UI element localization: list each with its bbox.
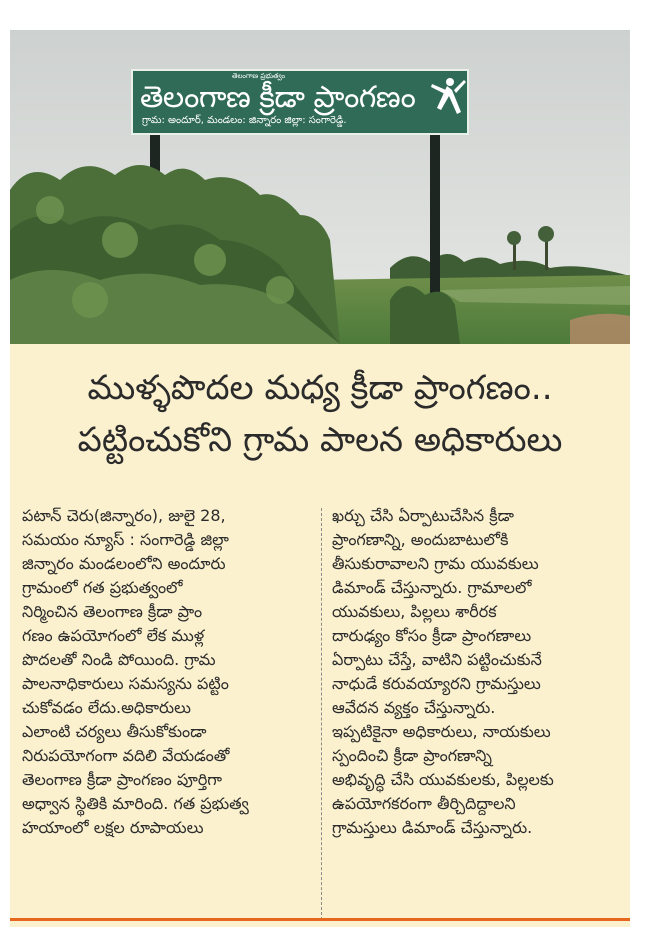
article-line: తెలంగాణ క్రీడా ప్రాంగణం పూర్తిగా xyxy=(22,770,223,789)
article-line: పటాన్ చెరు(జిన్నారం), జులై 28, xyxy=(22,506,226,525)
article-line: నిర్మించిన తెలంగాణ క్రీడా ప్రాం xyxy=(22,602,203,621)
article-line: నిరుపయోగంగా వదిలి వేయడంతో xyxy=(22,746,230,765)
article-line: ఆవేదన వ్యక్తం చేస్తున్నారు. xyxy=(332,698,496,717)
article-line: అభివృద్ధి చేసి యువకులకు, పిల్లలకు xyxy=(332,770,554,789)
article-line: ఏర్పాటు చేస్తే, వాటిని పట్టించుకునే xyxy=(332,650,542,669)
article-line: పాలనాధికారులు సమస్యను పట్టిం xyxy=(22,674,229,693)
article-left-column xyxy=(22,504,314,840)
news-photo xyxy=(10,30,630,344)
article-line: గణం ఉపయోగంలో లేక ముళ్ల xyxy=(22,626,205,645)
article-line: ఎలాంటి చర్యలు తీసుకోకుండా xyxy=(22,722,207,741)
article-line: డిమాండ్ చేస్తున్నారు. గ్రామాలలో xyxy=(332,578,532,597)
article-line: గ్రామంలో గత ప్రభుత్వంలో xyxy=(22,578,183,597)
article-line: ప్రాంగణాన్ని, అందుబాటులోకి xyxy=(332,530,509,549)
article-line: ఇప్పటికైనా అధికారులు, నాయకులు xyxy=(332,722,551,741)
article-line: గ్రామస్తులు డిమాండ్ చేస్తున్నారు. xyxy=(332,818,533,837)
sign-title: తెలంగాణ క్రీడా ప్రాంగణం xyxy=(140,80,416,115)
bottom-rule xyxy=(10,918,630,921)
column-divider xyxy=(321,508,322,920)
sign-subtitle: గ్రామ: అందూర్, మండలం: జిన్నారం జిల్లా: సంగారెడ్డి. xyxy=(142,115,347,126)
article-line: జిన్నారం మండలంలోని అందూరు xyxy=(22,554,226,573)
article-line: తీసుకురావాలని గ్రామ యువకులు xyxy=(332,554,539,573)
headline-line-1: ముళ్ళపొదల మధ్య క్రీడా ప్రాంగణం.. xyxy=(87,368,553,408)
article-right-column xyxy=(332,504,622,840)
article-line: దారుఢ్యం కోసం క్రీడా ప్రాంగణాలు xyxy=(332,626,532,645)
headline-line-2: పట్టించుకోని గ్రామ పాలన అధికారులు xyxy=(77,420,563,460)
article-line: చుకోవడం లేదు.అధికారులు xyxy=(22,698,191,717)
article-line: సమయం న్యూస్ : సంగారెడ్డి జిల్లా xyxy=(22,530,229,549)
headline xyxy=(10,362,630,466)
article-line: ఉపయోగకరంగా తీర్చిదిద్దాలని xyxy=(332,794,516,813)
news-clipping xyxy=(10,30,630,927)
photo-illustration xyxy=(10,30,630,344)
article-line: యువకులు, పిల్లలు శారీరక xyxy=(332,602,497,621)
article-line: అధ్వాన స్థితికి మారింది. గత ప్రభుత్వ xyxy=(22,794,249,813)
sign-small-text: తెలంగాణ ప్రభుత్వం xyxy=(232,72,286,80)
article-line: పొదలతో నిండి పోయింది. గ్రామ xyxy=(22,650,216,669)
article-line: స్పందించి క్రీడా ప్రాంగణాన్ని xyxy=(332,746,492,765)
article-line: హయాంలో లక్షల రూపాయలు xyxy=(22,818,204,837)
article-line: నాధుడే కరువయ్యారని గ్రామస్తులు xyxy=(332,674,541,693)
article-line: ఖర్చు చేసి ఏర్పాటుచేసిన క్రీడా xyxy=(332,506,514,525)
